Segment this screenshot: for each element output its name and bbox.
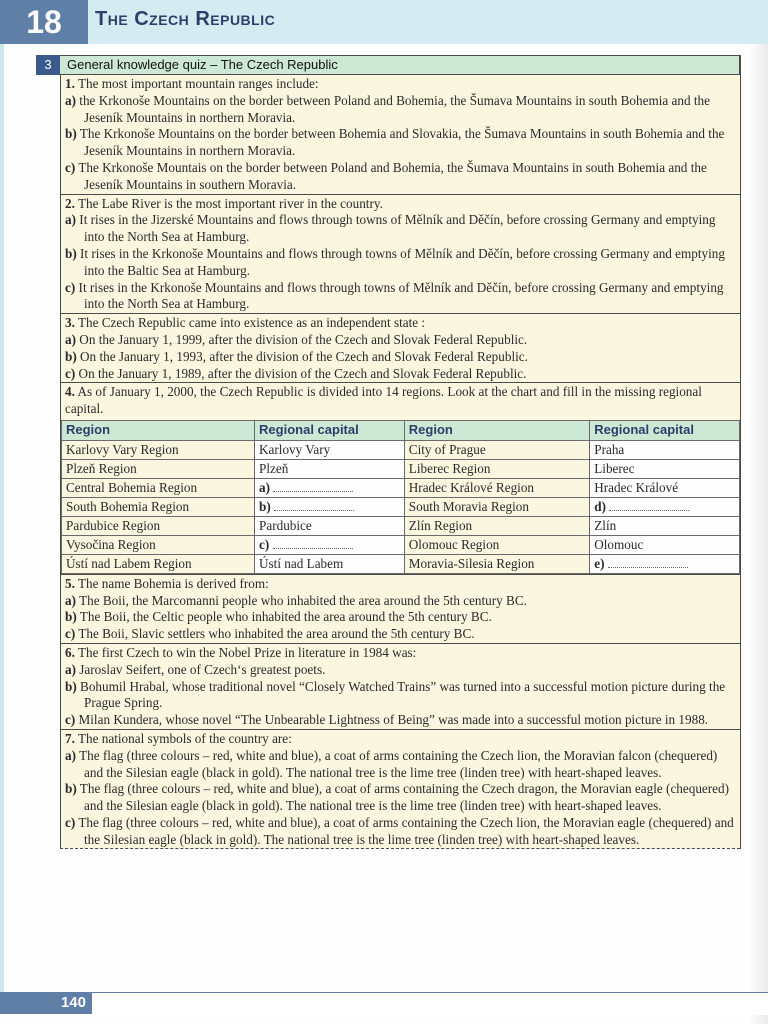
question-text: As of January 1, 2000, the Czech Republic is divided into 14 regions. Look at the chart and fill in the missing regional capital. <box>65 384 702 417</box>
capital-cell: Hradec Králové <box>590 478 740 497</box>
option-text: Milan Kundera, whose novel “The Unbearable Lightness of Being” was made into a successful motion picture in 1988. <box>78 712 709 728</box>
fill-in-line[interactable] <box>608 557 688 568</box>
question-7 <box>60 730 740 850</box>
table-row <box>62 459 740 478</box>
fill-in-line[interactable] <box>273 481 353 492</box>
question-5 <box>60 575 740 644</box>
option-letter: c) <box>65 626 76 642</box>
option-text: On the January 1, 1993, after the division of the Czech and Slovak Federal Republic. <box>80 348 528 364</box>
region-cell: Moravia-Silesia Region <box>404 554 589 573</box>
question-text: The Czech Republic came into existence as an independent state : <box>77 315 426 331</box>
option-text: It rises in the Jizerské Mountains and flows through towns of Mělník and Děčín, before crossing Germany and emptying into the North Sea at Hamburg. <box>79 212 716 245</box>
option-letter: c) <box>65 712 76 728</box>
quiz-header <box>36 55 740 75</box>
column-header: Regional capital <box>590 420 740 440</box>
option-b[interactable] <box>65 679 736 713</box>
option-c[interactable] <box>65 366 736 383</box>
option-letter: a) <box>65 747 76 763</box>
option-text: Bohumil Hrabal, whose traditional novel “Closely Watched Trains” was turned into a successful motion picture during the Prague Spring. <box>80 678 726 711</box>
option-text: It rises in the Krkonoše Mountains and flows through towns of Mělník and Děčín, before crossing Germany and emptying into the Baltic Sea at Hamburg. <box>80 245 725 278</box>
question-number: 7. <box>65 730 75 746</box>
option-letter: b) <box>65 348 77 364</box>
blank-label: a) <box>259 479 271 495</box>
option-c[interactable] <box>65 280 736 314</box>
capital-blank-d[interactable] <box>590 497 740 516</box>
option-letter: b) <box>65 678 77 694</box>
question-text: The name Bohemia is derived from: <box>77 575 269 591</box>
region-cell: Karlovy Vary Region <box>62 440 255 459</box>
option-letter: c) <box>65 365 76 381</box>
blank-label: d) <box>594 498 606 514</box>
option-letter: a) <box>65 661 76 677</box>
blank-label: b) <box>259 498 271 514</box>
option-text: It rises in the Krkonoše Mountains and flows through towns of Mělník and Děčín, before crossing Germany and emptying into the North Sea at Hamburg. <box>78 279 724 312</box>
capital-cell: Liberec <box>590 459 740 478</box>
question-number: 1. <box>65 76 75 91</box>
option-a[interactable] <box>65 212 736 246</box>
region-cell: Liberec Region <box>404 459 589 478</box>
region-cell: Vysočina Region <box>62 535 255 554</box>
option-letter: b) <box>65 245 77 261</box>
regions-table <box>61 420 740 574</box>
capital-blank-c[interactable] <box>255 535 405 554</box>
table-row <box>62 554 740 573</box>
option-letter: a) <box>65 592 76 608</box>
option-text: The Boii, Slavic settlers who inhabited the area around the 5th century BC. <box>78 626 475 642</box>
option-text: On the January 1, 1999, after the division of the Czech and Slovak Federal Republic. <box>79 331 528 347</box>
option-b[interactable] <box>65 126 736 160</box>
option-text: the Krkonoše Mountains on the border between Poland and Bohemia, the Šumava Mountains in south Bohemia and the Jeseník Mountains in northern Moravia. <box>79 92 710 125</box>
option-c[interactable] <box>65 712 736 729</box>
capital-cell: Praha <box>590 440 740 459</box>
fill-in-line[interactable] <box>274 500 354 511</box>
region-cell: Ústí nad Labem Region <box>62 554 255 573</box>
fill-in-line[interactable] <box>273 538 353 549</box>
option-text: The flag (three colours – red, white and blue), a coat of arms containing the Czech lion, the Moravian falcon (chequered) and the Silesian eagle (black in gold). The national tree is the lime tree (linden tree) with heart-shaped leaves. <box>79 747 718 780</box>
option-text: The Krkonoše Mountains on the border between Bohemia and Slovakia, the Šumava Mountains in south Bohemia and the Jeseník Mountains in northern Moravia. <box>79 126 725 159</box>
option-text: On the January 1, 1989, after the division of the Czech and Slovak Federal Republic. <box>78 365 527 381</box>
page-gutter-shadow <box>748 44 768 1024</box>
question-text: The most important mountain ranges include: <box>77 76 319 91</box>
option-letter: c) <box>65 279 76 295</box>
option-letter: b) <box>65 609 77 625</box>
option-letter: a) <box>65 331 76 347</box>
table-row <box>62 440 740 459</box>
option-c[interactable] <box>65 626 736 643</box>
blank-label: e) <box>594 555 605 571</box>
region-cell: City of Prague <box>404 440 589 459</box>
option-text: Jaroslav Seifert, one of Czech‘s greatest poets. <box>79 661 326 677</box>
option-a[interactable] <box>65 332 736 349</box>
question-text: The national symbols of the country are: <box>77 730 292 746</box>
capital-blank-e[interactable] <box>590 554 740 573</box>
question-1 <box>60 75 740 195</box>
region-cell: Olomouc Region <box>404 535 589 554</box>
left-margin-bar <box>0 44 4 994</box>
chapter-title: The Czech Republic <box>95 8 276 30</box>
question-6 <box>60 644 740 730</box>
capital-cell: Ústí nad Labem <box>255 554 405 573</box>
question-number: 6. <box>65 644 75 660</box>
page-number: 140 <box>0 992 92 1014</box>
region-cell: South Moravia Region <box>404 497 589 516</box>
chapter-number: 18 <box>0 0 88 44</box>
table-header-row <box>62 420 740 440</box>
quiz-title: General knowledge quiz – The Czech Republic <box>67 57 338 72</box>
capital-cell: Pardubice <box>255 516 405 535</box>
table-row <box>62 497 740 516</box>
question-3 <box>60 314 740 383</box>
exercise-number: 3 <box>36 55 60 75</box>
capital-blank-b[interactable] <box>255 497 405 516</box>
capital-blank-a[interactable] <box>255 478 405 497</box>
option-letter: b) <box>65 126 77 142</box>
question-number: 5. <box>65 575 75 591</box>
region-cell: South Bohemia Region <box>62 497 255 516</box>
region-cell: Zlín Region <box>404 516 589 535</box>
capital-cell: Olomouc <box>590 535 740 554</box>
option-b[interactable] <box>65 246 736 280</box>
option-text: The Krkonoše Mountais on the border between Poland and Bohemia, the Šumava Mountains in south Bohemia and the Jeseník Mountains in southern Moravia. <box>78 159 707 192</box>
option-text: The flag (three colours – red, white and blue), a coat of arms containing the Czech dragon, the Moravian eagle (chequered) and the Silesian eagle (black in gold). The national tree is the lime tree (linden tree) with heart-shaped leaves. <box>79 781 730 814</box>
option-letter: c) <box>65 159 76 175</box>
option-a[interactable] <box>65 748 736 782</box>
option-text: The Boii, the Celtic people who inhabited the area around the 5th century BC. <box>79 609 492 625</box>
question-number: 2. <box>65 195 75 211</box>
question-2 <box>60 195 740 315</box>
option-letter: c) <box>65 814 76 830</box>
fill-in-line[interactable] <box>609 500 689 511</box>
column-header: Region <box>62 420 255 440</box>
question-text: The Labe River is the most important river in the country. <box>77 195 383 211</box>
footer-band <box>0 992 768 1015</box>
capital-cell: Plzeň <box>255 459 405 478</box>
option-text: The Boii, the Marcomanni people who inhabited the area around the 5th century BC. <box>79 592 527 608</box>
quiz-section <box>36 55 741 849</box>
option-a[interactable] <box>65 93 736 127</box>
region-cell: Hradec Králové Region <box>404 478 589 497</box>
option-c[interactable] <box>65 815 736 849</box>
option-a[interactable] <box>65 662 736 679</box>
question-number: 4. <box>65 384 75 400</box>
option-b[interactable] <box>65 609 736 626</box>
region-cell: Pardubice Region <box>62 516 255 535</box>
column-header: Regional capital <box>255 420 405 440</box>
column-header: Region <box>404 420 589 440</box>
option-a[interactable] <box>65 593 736 610</box>
question-number: 3. <box>65 315 75 331</box>
table-row <box>62 535 740 554</box>
table-row <box>62 516 740 535</box>
question-4 <box>60 383 740 574</box>
option-b[interactable] <box>65 349 736 366</box>
option-letter: a) <box>65 92 76 108</box>
option-letter: a) <box>65 212 76 228</box>
capital-cell: Karlovy Vary <box>255 440 405 459</box>
region-cell: Plzeň Region <box>62 459 255 478</box>
table-row <box>62 478 740 497</box>
option-letter: b) <box>65 781 77 797</box>
option-text: The flag (three colours – red, white and blue), a coat of arms containing the Czech lion, the Moravian eagle (chequered) and the Silesian eagle (black in gold). The national tree is the lime tree (linden tree) with heart-shaped leaves. <box>78 814 734 847</box>
option-c[interactable] <box>65 160 736 194</box>
question-text: The first Czech to win the Nobel Prize in literature in 1984 was: <box>77 644 417 660</box>
capital-cell: Zlín <box>590 516 740 535</box>
blank-label: c) <box>259 536 270 552</box>
option-b[interactable] <box>65 781 736 815</box>
region-cell: Central Bohemia Region <box>62 478 255 497</box>
